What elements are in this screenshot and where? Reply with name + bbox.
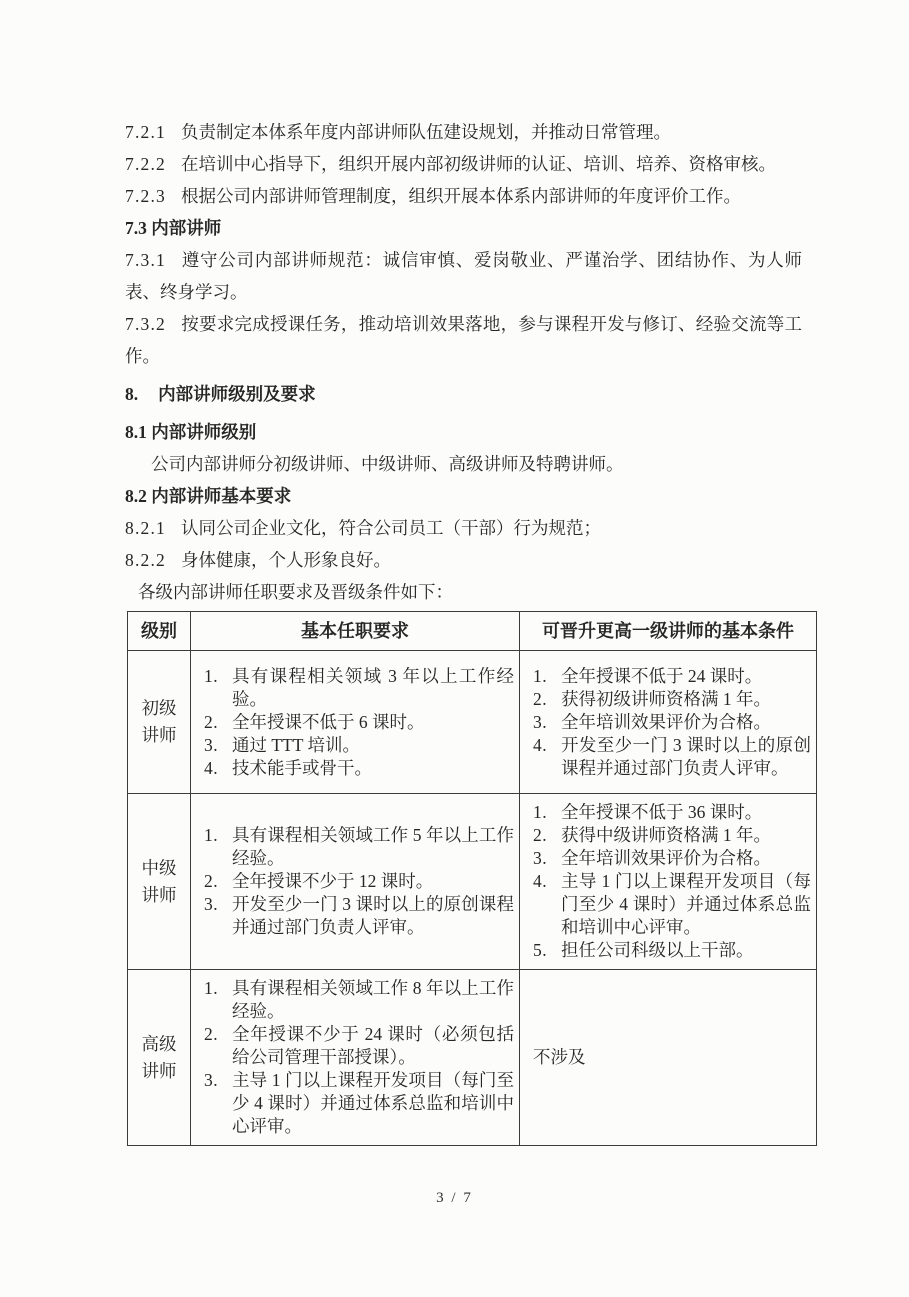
heading-text: 内部讲师级别及要求 (158, 384, 316, 404)
list-item-number: 1. (533, 665, 548, 686)
list-item-text: 全年培训效果评价为合格。 (561, 711, 771, 732)
document-body (125, 116, 815, 1146)
list-item-number: 2. (533, 688, 548, 709)
promotion-cell (520, 651, 817, 794)
promotion-cell (520, 794, 817, 970)
clause-number: 7.2.3 (125, 186, 166, 206)
clause-7-2-2 (125, 148, 802, 180)
list-item-text: 技术能手或骨干。 (232, 757, 372, 778)
list-item-text: 主导 1 门以上课程开发项目（每门至少 4 课时）并通过体系总监和培训中心评审。 (561, 871, 811, 937)
list-item-number: 1. (204, 665, 219, 686)
promotion-cell-na (520, 970, 817, 1146)
list-item-number: 3. (204, 734, 219, 755)
list-item (204, 824, 514, 870)
list-item-text: 开发至少一门 3 课时以上的原创课程并通过部门负责人评审。 (561, 734, 811, 778)
level-cell: 高级 讲师 (128, 970, 191, 1146)
list-item (204, 665, 514, 711)
list-item (533, 847, 811, 870)
clause-number: 7.3.1 (125, 250, 166, 270)
list-item (204, 734, 514, 757)
clause-number: 7.3.2 (125, 314, 166, 334)
list-item-number: 2. (204, 711, 219, 732)
not-applicable-text: 不涉及 (533, 1047, 586, 1067)
list-item-number: 3. (204, 1070, 219, 1090)
table-intro: 各级内部讲师任职要求及晋级条件如下： (138, 582, 453, 602)
clause-text: 遵守公司内部讲师规范：诚信审慎、爱岗敬业、严谨治学、团结协作、为人师表、终身学习。 (125, 250, 802, 302)
instructor-levels-table (127, 611, 817, 1146)
requirements-cell (191, 651, 520, 794)
clause-text: 根据公司内部讲师管理制度，组织开展本体系内部讲师的年度评价工作。 (181, 186, 741, 206)
clause-7-2-3 (125, 180, 802, 212)
clause-text: 负责制定本体系年度内部讲师队伍建设规划，并推动日常管理。 (181, 122, 671, 142)
list-item-number: 3. (533, 848, 548, 868)
clause-text: 按要求完成授课任务，推动培训效果落地，参与课程开发与修订、经验交流等工作。 (125, 314, 802, 366)
page-number: 3 / 7 (436, 1190, 473, 1206)
clause-8-2-2 (125, 544, 802, 576)
list-item-text: 获得初级讲师资格满 1 年。 (561, 688, 771, 709)
table-row-senior (128, 970, 817, 1146)
list-item-number: 4. (533, 871, 548, 891)
list-item-number: 5. (533, 940, 548, 960)
list-item-number: 4. (204, 757, 219, 778)
list-item (204, 977, 514, 1023)
list-item (204, 757, 514, 780)
list-item (204, 1069, 514, 1138)
list-item-number: 1. (533, 802, 548, 822)
para-8-1-body: 公司内部讲师分初级讲师、中级讲师、高级讲师及特聘讲师。 (151, 454, 624, 474)
list-item-text: 担任公司科级以上干部。 (561, 940, 754, 960)
list-item (533, 688, 811, 711)
list-item-number: 4. (533, 734, 548, 755)
list-item (204, 711, 514, 734)
list-item-text: 全年授课不低于 36 课时。 (561, 802, 763, 822)
list-item-text: 全年授课不低于 24 课时。 (561, 665, 763, 686)
list-item-number: 2. (204, 1024, 219, 1044)
clause-number: 8.2.1 (125, 518, 166, 538)
list-item (533, 665, 811, 688)
list-item-text: 全年授课不少于 24 课时（必须包括给公司管理干部授课）。 (232, 1024, 514, 1067)
list-item (204, 1023, 514, 1069)
list-item-text: 具有课程相关领域工作 8 年以上工作经验。 (232, 978, 514, 1021)
clause-number: 7.2.1 (125, 122, 166, 142)
list-item-text: 全年授课不低于 6 课时。 (232, 711, 425, 732)
clause-7-2-1 (125, 116, 802, 148)
heading-8 (125, 378, 815, 410)
col-header-promotion: 可晋升更高一级讲师的基本条件 (520, 612, 817, 651)
list-item-text: 通过 TTT 培训。 (232, 734, 361, 755)
list-item (204, 870, 514, 893)
clause-text: 身体健康，个人形象良好。 (181, 550, 391, 570)
list-item-number: 2. (204, 871, 219, 891)
list-item (533, 824, 811, 847)
list-item-text: 全年培训效果评价为合格。 (561, 848, 771, 868)
clause-7-3-2 (125, 308, 802, 372)
list-item (533, 801, 811, 824)
level-cell: 中级 讲师 (128, 794, 191, 970)
list-item-number: 3. (533, 711, 548, 732)
list-item-text: 具有课程相关领域工作 5 年以上工作经验。 (232, 825, 514, 868)
clause-number: 8.2.2 (125, 550, 166, 570)
table-header-row (128, 612, 817, 651)
list-item (533, 939, 811, 962)
clause-text: 在培训中心指导下，组织开展内部初级讲师的认证、培训、培养、资格审核。 (181, 154, 776, 174)
col-header-requirements: 基本任职要求 (191, 612, 520, 651)
list-item-number: 1. (204, 978, 219, 998)
list-item-text: 全年授课不少于 12 课时。 (232, 871, 434, 891)
list-item (533, 711, 811, 734)
heading-7-3: 7.3 内部讲师 (125, 218, 222, 238)
list-item-text: 主导 1 门以上课程开发项目（每门至少 4 课时）并通过体系总监和培训中心评审。 (232, 1070, 514, 1136)
table-row-middle (128, 794, 817, 970)
list-item-number: 1. (204, 825, 219, 845)
heading-number: 8. (125, 384, 139, 404)
list-item (533, 870, 811, 939)
clause-text: 认同公司企业文化，符合公司员工（干部）行为规范； (181, 518, 601, 538)
heading-8-2: 8.2 内部讲师基本要求 (125, 486, 292, 506)
col-header-level: 级别 (128, 612, 191, 651)
table-row-junior (128, 651, 817, 794)
list-item-number: 2. (533, 825, 548, 845)
list-item-text: 具有课程相关领域 3 年以上工作经验。 (232, 665, 514, 709)
clause-7-3-1 (125, 244, 802, 308)
requirements-cell (191, 970, 520, 1146)
list-item (204, 893, 514, 939)
level-cell: 初级 讲师 (128, 651, 191, 794)
list-item-number: 3. (204, 894, 219, 914)
list-item-text: 开发至少一门 3 课时以上的原创课程并通过部门负责人评审。 (232, 894, 514, 937)
requirements-cell (191, 794, 520, 970)
clause-number: 7.2.2 (125, 154, 166, 174)
list-item-text: 获得中级讲师资格满 1 年。 (561, 825, 771, 845)
clause-8-2-1 (125, 512, 802, 544)
list-item (533, 734, 811, 780)
heading-8-1: 8.1 内部讲师级别 (125, 422, 257, 442)
